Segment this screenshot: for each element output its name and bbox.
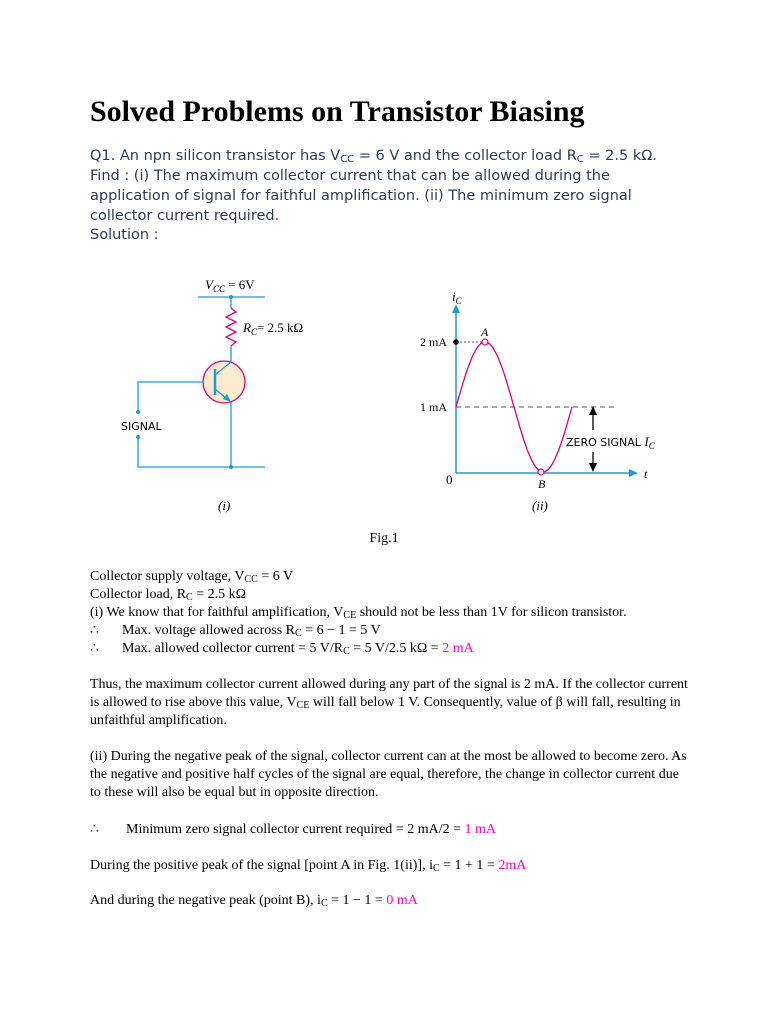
y-axis-label: $i_C$ [452,289,462,306]
signal-waveform [456,342,572,472]
given-values [90,568,690,658]
line-faithful-amp: (i) We know that for faithful amplification, $V_{CE}$ should not be less than 1V for silicon transistor. [90,605,627,621]
tick-label-2ma: 2 mA [420,335,447,349]
x-axis-label: t [644,467,648,481]
zero-signal-label: ZERO SIGNAL $I_C$ [566,434,655,451]
collector-resistor [226,308,236,346]
solution-label: Solution : [90,227,159,243]
figure-caption: Fig.1 [369,531,399,546]
ground-rail [138,437,265,467]
zero-signal-arrow-down [589,463,597,472]
point-a-marker [482,339,488,345]
signal-label: SIGNAL [121,420,162,433]
x-axis-arrow [629,469,638,477]
line-min-current: ∴ Minimum zero signal collector current required = 2 mA/2 = 1 mA [90,822,496,837]
page-title: Solved Problems on Transistor Biasing [90,95,585,128]
point-b-marker [538,469,544,475]
line-max-current: ∴ Max. allowed collector current = 5 $V/R_C = 5$ V/2.5 kΩ = 2 mA [90,641,474,657]
question-text: Q1. An npn silicon transistor has $V_{CC} = 6$ V and the collector load $R_C = 2.5$ kΩ. Find : (i) The maximum collector current that can be allowed during the application of signal for faithful amplification. (ii) The minimum zero signal collector current required. [90,148,657,224]
line-max-voltage: ∴ Max. voltage allowed across $R_C = 6 - 1 = 5$ V [90,623,381,639]
figure-1 [100,268,680,528]
line-positive-peak: During the positive peak of the signal [point A in Fig. 1(ii)], $i_C = 1 + 1 = 2mA$ [90,858,527,874]
graph-caption: (ii) [532,498,548,513]
waveform-graph [420,289,656,513]
paragraph-negative-peak: (ii) During the negative peak of the signal, collector current can at the most be allowed to become zero. As the negative and positive half cycles of the signal are equal, therefore, the change in collector current due to these will also be equal but in opposite direction. [90,749,687,800]
tick-label-1ma: 1 mA [420,400,447,414]
vcc-label: $V_{CC} = 6V$ [205,277,255,294]
point-a-label: A [481,325,489,339]
line-collector-load: Collector load, $R_C = 2.5$ kΩ [90,587,247,603]
circuit-caption: (i) [218,498,231,513]
origin-label: 0 [446,472,453,487]
line-supply-voltage: Collector supply voltage, $V_{CC} = 6$ V [90,569,294,585]
base-wire [138,382,203,412]
line-negative-peak: And during the negative peak (point B), $i_C = 1 - 1 = 0$ mA [90,893,418,909]
rc-label: $R_C= 2.5$ kΩ [243,320,304,337]
point-b-label: B [538,477,546,491]
circuit-diagram [121,277,303,513]
paragraph-explanation: Thus, the maximum collector current allowed during any part of the signal is 2 mA. If the collector current is allowed to rise above this value, $V_{CE}$ will fall below 1 V. Consequently, value of β will fall, resulting in unfaithful amplification. [90,677,688,728]
